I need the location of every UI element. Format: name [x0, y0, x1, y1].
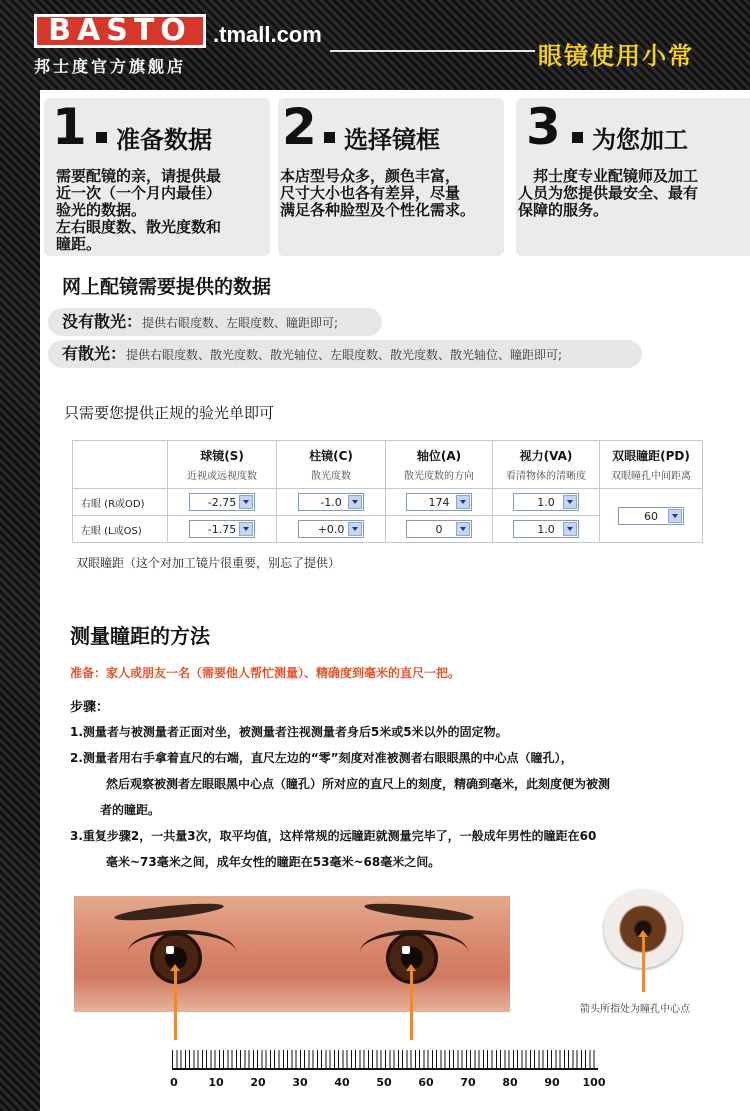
left-axis-select[interactable]: 0	[406, 520, 472, 538]
left-sphere-select[interactable]: -1.75	[189, 520, 255, 538]
ruler-tick: 0	[170, 1076, 178, 1089]
col-pd: 双眼瞳距(PD) 双眼瞳孔中间距离	[600, 441, 703, 489]
step-2-cont: 然后观察被测者左眼眼黑中心点（瞳孔）所对应的直尺上的刻度，精确到毫米，此刻度便为被测	[106, 777, 611, 791]
pd-select[interactable]: 60	[618, 507, 684, 525]
step-text: 邦士度专业配镜师及加工 人员为您提供最安全、最有 保障的服务。	[518, 167, 699, 219]
step-card-2	[278, 98, 504, 256]
chevron-down-icon[interactable]	[563, 495, 577, 509]
pd-note: 双眼瞳距（这个对加工镜片很重要，别忘了提供）	[76, 556, 341, 570]
bullet-square-icon	[96, 132, 107, 143]
step-number: 1	[52, 98, 87, 156]
prescription-table	[72, 440, 703, 543]
header-divider	[330, 50, 535, 52]
ruler-tick: 10	[208, 1076, 224, 1089]
brand-logo: BASTO	[34, 14, 206, 48]
right-sphere-select[interactable]: -2.75	[189, 493, 255, 511]
banner-title: 眼镜使用小常	[538, 42, 694, 70]
chevron-down-icon[interactable]	[239, 522, 253, 536]
astigmatism-text: 提供右眼度数、散光度数、散光轴位、左眼度数、散光度数、散光轴位、瞳距即可;	[126, 348, 563, 362]
table-header-row	[73, 441, 703, 489]
step-2-end: 者的瞳距。	[100, 803, 161, 817]
ruler-top	[172, 1040, 598, 1050]
step-title: 选择镜框	[344, 126, 440, 154]
right-va-select[interactable]: 1.0	[513, 493, 579, 511]
chevron-down-icon[interactable]	[456, 495, 470, 509]
step-card-3	[516, 98, 750, 256]
chevron-down-icon[interactable]	[668, 509, 682, 523]
measure-title: 测量瞳距的方法	[70, 624, 210, 648]
step-text: 本店型号众多，颜色丰富， 尺寸大小也各有差异，尽量 满足各种脸型及个性化需求。	[280, 167, 476, 219]
right-cylinder-select[interactable]: -1.0	[298, 493, 364, 511]
step-title: 准备数据	[116, 126, 212, 154]
bullet-square-icon	[324, 132, 335, 143]
bullet-square-icon	[572, 132, 583, 143]
chevron-down-icon[interactable]	[239, 495, 253, 509]
measure-steps	[70, 720, 710, 876]
arrow-icon	[410, 970, 413, 1040]
section-title: 网上配镜需要提供的数据	[62, 276, 272, 298]
ruler-tick: 100	[582, 1076, 606, 1089]
row-label-right-eye: 右眼 (R或OD)	[73, 489, 168, 516]
arrow-icon	[174, 970, 177, 1040]
ruler-tick: 70	[460, 1076, 476, 1089]
chevron-down-icon[interactable]	[348, 522, 362, 536]
col-sphere: 球镜(S) 近视或远视度数	[168, 441, 277, 489]
no-astigmatism-text: 提供右眼度数、左眼度数、瞳距即可;	[142, 316, 339, 330]
col-visual-acuity: 视力(VA) 看清物体的清晰度	[493, 441, 600, 489]
astigmatism-label: 有散光：	[62, 344, 127, 363]
no-astigmatism-row	[48, 308, 382, 336]
left-cylinder-select[interactable]: +0.0	[298, 520, 364, 538]
ruler-tick: 20	[250, 1076, 266, 1089]
col-axis: 轴位(A) 散光度数的方向	[386, 441, 493, 489]
prescription-note: 只需要您提供正规的验光单即可	[64, 404, 275, 422]
ruler-tick: 80	[502, 1076, 518, 1089]
step-3: 3.重复步骤2，一共量3次，取平均值，这样常规的远瞳距就测量完毕了，一般成年男性的瞳距在60	[70, 829, 597, 843]
chevron-down-icon[interactable]	[563, 522, 577, 536]
astigmatism-row	[48, 340, 642, 368]
eyebrow	[364, 900, 475, 923]
table-row	[73, 489, 703, 516]
ruler-tick: 40	[334, 1076, 350, 1089]
row-label-left-eye: 左眼 (L或OS)	[73, 516, 168, 543]
pupil-caption: 箭头所指处为瞳孔中心点	[580, 1004, 690, 1015]
step-text: 需要配镜的亲，请提供最 近一次（一个月内最佳） 验光的数据。 左右眼度数、散光度数和 瞳距。	[56, 167, 222, 253]
left-va-select[interactable]: 1.0	[513, 520, 579, 538]
step-title: 为您加工	[592, 126, 688, 154]
ruler-tick: 50	[376, 1076, 392, 1089]
chevron-down-icon[interactable]	[456, 522, 470, 536]
brand-domain: .tmall.com	[213, 22, 322, 47]
step-3-cont: 毫米~73毫米之间，成年女性的瞳距在53毫米~68毫米之间。	[106, 855, 441, 869]
ruler-tick: 60	[418, 1076, 434, 1089]
preparation-note: 准备：家人或朋友一名（需要他人帮忙测量）、精确度到毫米的直尺一把。	[70, 666, 461, 680]
step-1: 1.测量者与被测量者正面对坐，被测量者注视测量者身后5米或5米以外的固定物。	[70, 725, 508, 739]
eyebrow	[114, 900, 225, 923]
eyes-photo	[74, 896, 510, 1012]
step-card-1	[44, 98, 270, 256]
ruler-tick: 90	[544, 1076, 560, 1089]
step-number: 3	[526, 98, 561, 156]
chevron-down-icon[interactable]	[348, 495, 362, 509]
no-astigmatism-label: 没有散光：	[62, 312, 143, 331]
arrow-icon	[642, 936, 645, 992]
content-panel	[40, 90, 750, 1111]
store-name: 邦士度官方旗舰店	[34, 57, 187, 76]
steps-heading: 步骤：	[70, 700, 110, 715]
ruler-tick: 30	[292, 1076, 308, 1089]
col-cylinder: 柱镜(C) 散光度数	[277, 441, 386, 489]
step-2: 2.测量者用右手拿着直尺的右端，直尺左边的“零”刻度对准被测者右眼眼黑的中心点（瞳孔），	[70, 751, 573, 765]
right-axis-select[interactable]: 174	[406, 493, 472, 511]
step-number: 2	[282, 98, 317, 156]
